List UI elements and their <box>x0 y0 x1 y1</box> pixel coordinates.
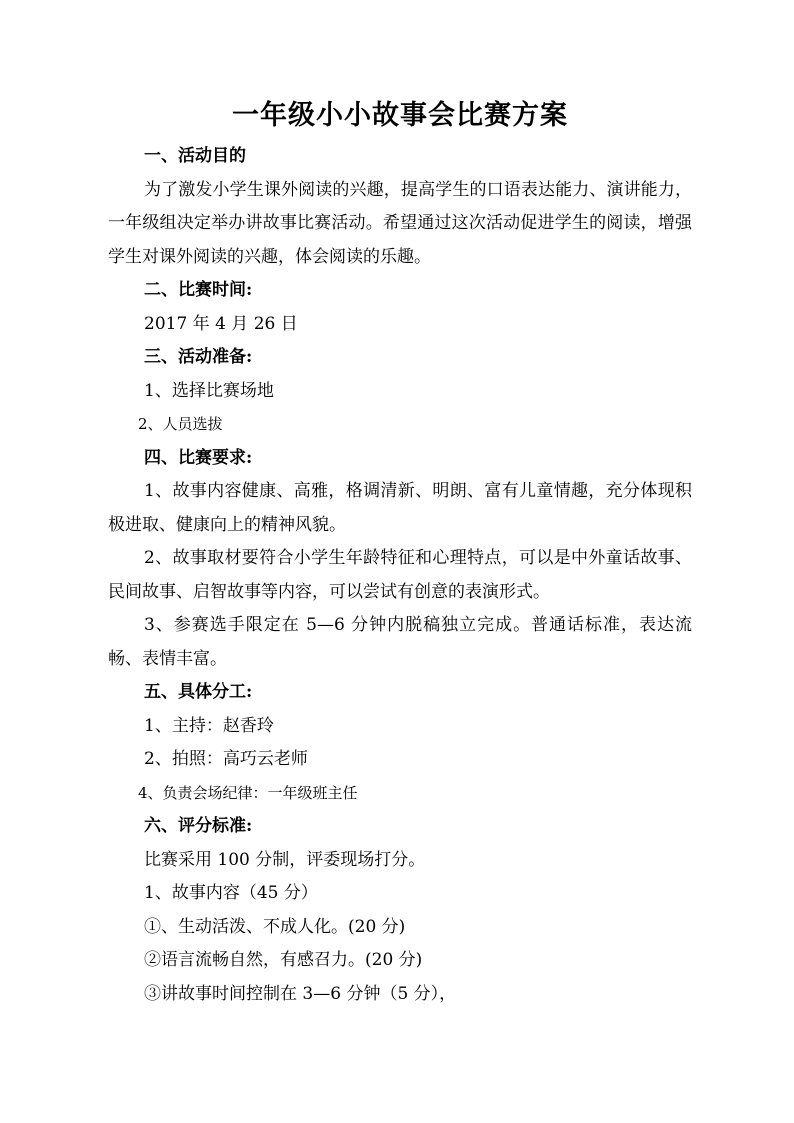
requirement-item-2: 2、故事取材要符合小学生年龄特征和心理特点，可以是中外童话故事、民间故事、启智故事等内容，可以尝试有创意的表演形式。 <box>108 548 692 602</box>
preparation-item-1: 1、选择比赛场地 <box>144 380 274 401</box>
section-heading-preparation: 三、活动准备: <box>144 347 253 367</box>
section-heading-time: 二、比赛时间: <box>144 280 253 300</box>
scoring-intro: 比赛采用 100 分制，评委现场打分。 <box>144 849 426 870</box>
purpose-paragraph: 为了激发小学生课外阅读的兴趣，提高学生的口语表达能力、演讲能力，一年级组决定举办讲故事比赛活动。希望通过这次活动促进学生的阅读，增强学生对课外阅读的兴趣，体会阅读的乐趣。 <box>108 179 692 267</box>
competition-date: 2017 年 4 月 26 日 <box>144 313 298 334</box>
document-page <box>108 96 692 1011</box>
division-item-1: 1、主持：赵香玲 <box>144 715 274 736</box>
section-heading-division: 五、具体分工: <box>144 682 253 702</box>
section-heading-purpose: 一、活动目的 <box>144 146 246 166</box>
requirement-item-1: 1、故事内容健康、高雅，格调清新、明朗、富有儿童情趣，充分体现积极进取、健康向上的精神风貌。 <box>108 481 692 535</box>
preparation-item-2: 2、人员选拔 <box>138 415 223 433</box>
section-heading-requirements: 四、比赛要求: <box>144 447 253 468</box>
division-item-2: 2、拍照：高巧云老师 <box>144 749 308 769</box>
division-item-3: 4、负责会场纪律：一年级班主任 <box>138 783 358 802</box>
scoring-sub-3: ③讲故事时间控制在 3—6 分钟（5 分）， <box>144 983 457 1004</box>
section-heading-scoring: 六、评分标准: <box>144 816 253 836</box>
document-title: 一年级小小故事会比赛方案 <box>232 100 568 131</box>
requirement-item-3: 3、参赛选手限定在 5—6 分钟内脱稿独立完成。普通话标准，表达流畅、表情丰富。 <box>108 615 692 669</box>
scoring-sub-2: ②语言流畅自然，有感召力。(20 分) <box>144 950 423 970</box>
scoring-item-1: 1、故事内容（45 分） <box>144 883 318 903</box>
scoring-sub-1: ①、生动活泼、不成人化。(20 分) <box>144 916 406 937</box>
